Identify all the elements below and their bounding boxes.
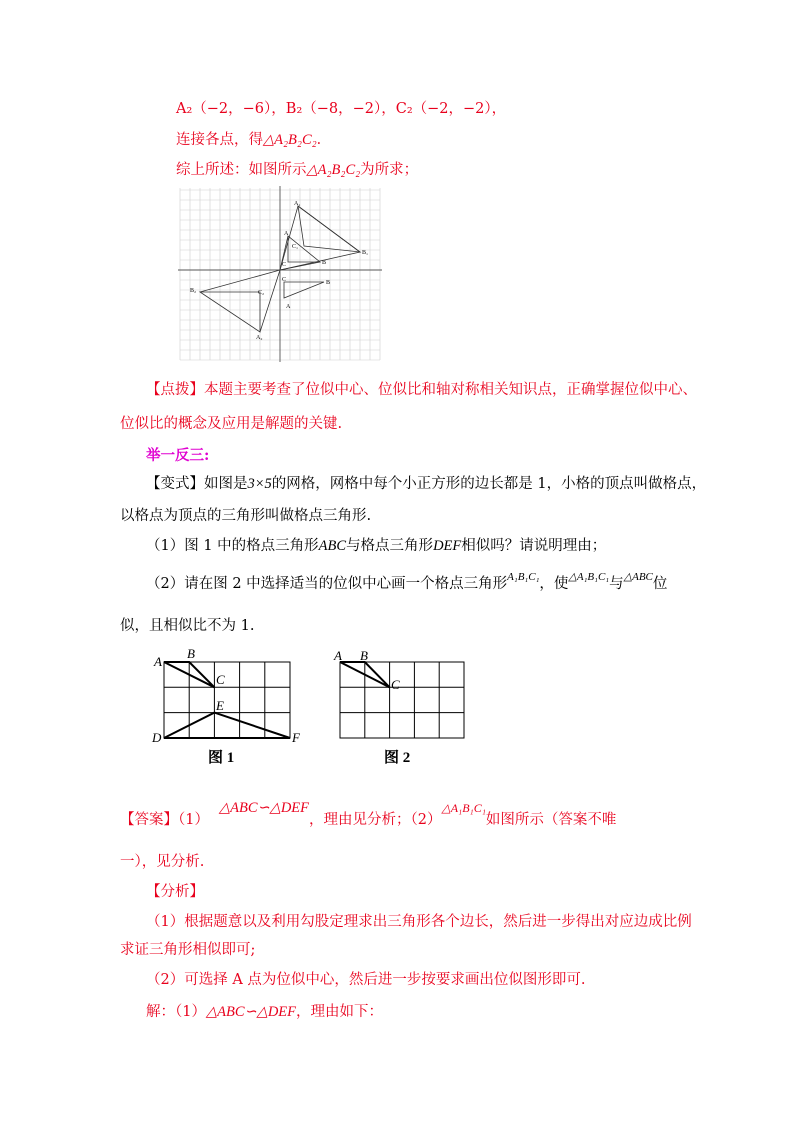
summary-suffix: 为所求； xyxy=(360,162,419,178)
label-a1: A₁ xyxy=(294,201,301,207)
fig2-label-b: B xyxy=(360,648,368,663)
label-a-lower: A xyxy=(286,304,291,310)
q2-prefix: （2）请在图 2 中选择适当的位似中心画一个格点三角形 xyxy=(146,576,508,592)
solution-expr: △ABC∽△DEF xyxy=(205,1004,297,1020)
juyi-heading: 举一反三: xyxy=(146,447,210,464)
fig2-label-c: C xyxy=(391,677,400,692)
analysis-title: 【分析】 xyxy=(146,884,204,900)
q1-suffix: 相似吗？请说明理由； xyxy=(461,538,607,554)
solution-line xyxy=(146,1002,383,1022)
variant-line1 xyxy=(146,474,706,494)
answer-expr1: △ABC∽△DEF xyxy=(218,800,310,816)
grid-figures xyxy=(150,644,480,770)
label-c1: C₁ xyxy=(292,244,299,250)
variant-prefix: 【变式】如图是 xyxy=(146,476,248,492)
label-c-lower: C xyxy=(282,277,287,283)
analysis-p2: （2）可选择 A 点为位似中心，然后进一步按要求画出位似图形即可. xyxy=(146,972,586,988)
q1-triangle-def: DEF xyxy=(433,538,462,554)
connect-line xyxy=(176,130,331,150)
fig1-label-d: D xyxy=(152,730,162,745)
answer-prefix: 【答案】（1） xyxy=(120,812,209,828)
connect-suffix: ． xyxy=(316,132,332,148)
summary-triangle: △A₂B₂C₂ xyxy=(306,162,361,178)
answer-line2: 一），见分析. xyxy=(120,854,205,870)
fig1-label-b: B xyxy=(187,646,195,661)
fig1-label-f: F xyxy=(292,730,300,745)
q1-mid: 与格点三角形 xyxy=(346,538,434,554)
q2-suffix: 位 xyxy=(652,576,668,592)
q2-triangle-a1b1c1-2: △A₁B₁C₁ xyxy=(568,571,610,583)
connect-triangle: △A₂B₂C₂ xyxy=(263,132,317,148)
fig2-label-a: A xyxy=(334,648,342,663)
dianbo-line1: 【点拨】本题主要考查了位似中心、位似比和轴对称相关知识点，正确掌握位似中心、 xyxy=(146,382,697,398)
answer-suffix: 如图所示（答案不唯 xyxy=(485,812,617,828)
solution-prefix: 解：（1） xyxy=(146,1004,206,1020)
fig1-label-a: A xyxy=(154,654,162,669)
question-2-line2: 似，且相似比不为 1. xyxy=(120,618,255,634)
answer-mid: ，理由见分析；（2） xyxy=(309,812,442,828)
label-c: C xyxy=(282,262,287,268)
fig1-label-e: E xyxy=(216,698,224,713)
summary-prefix: 综上所述：如图所示 xyxy=(176,162,307,178)
variant-suffix: 的网格，网格中每个小正方形的边长都是 1，小格的顶点叫做格点， xyxy=(271,476,707,492)
label-b1: B₁ xyxy=(362,250,369,256)
label-b-lower: B xyxy=(326,280,331,286)
connect-prefix: 连接各点，得 xyxy=(176,132,263,148)
q1-prefix: （1）图 1 中的格点三角形 xyxy=(146,538,319,554)
question-2 xyxy=(146,571,668,595)
coordinate-figure xyxy=(178,186,382,362)
summary-line xyxy=(176,160,418,180)
question-1 xyxy=(146,536,606,556)
label-c2: C₂ xyxy=(258,290,265,296)
analysis-p1-line2: 求证三角形相似即可; xyxy=(120,942,256,958)
q2-triangle-abc: △ABC xyxy=(623,571,653,583)
variant-line2: 以格点为顶点的三角形叫做格点三角形. xyxy=(120,508,372,524)
dianbo-line2: 位似比的概念及应用是解题的关键. xyxy=(120,416,343,432)
label-b: B xyxy=(322,260,327,266)
answer-expr2: △A₁B₁C₁ xyxy=(441,801,486,815)
grid-size: 3×5 xyxy=(247,476,272,492)
label-b2: B₂ xyxy=(190,288,197,294)
q2-mid2: 与 xyxy=(609,576,624,592)
label-a: A xyxy=(284,231,289,237)
label-a2: A₂ xyxy=(256,335,263,341)
caption-figure1: 图 1 xyxy=(208,750,235,766)
caption-figure2: 图 2 xyxy=(384,750,411,766)
solution-suffix: ，理由如下： xyxy=(296,1004,384,1020)
q2-mid: ，使 xyxy=(539,576,569,592)
analysis-p1-line1: （1）根据题意以及利用勾股定理求出三角形各个边长，然后进一步得出对应边成比例 xyxy=(146,914,692,930)
coords-line: A₂（−2，−6），B₂（−8，−2），C₂（−2，−2）， xyxy=(176,101,507,117)
q2-triangle-a1b1c1: A₁B₁C₁ xyxy=(507,571,540,583)
answer-line xyxy=(120,800,617,830)
q1-triangle-abc: ABC xyxy=(318,538,347,554)
fig1-label-c: C xyxy=(216,672,225,687)
